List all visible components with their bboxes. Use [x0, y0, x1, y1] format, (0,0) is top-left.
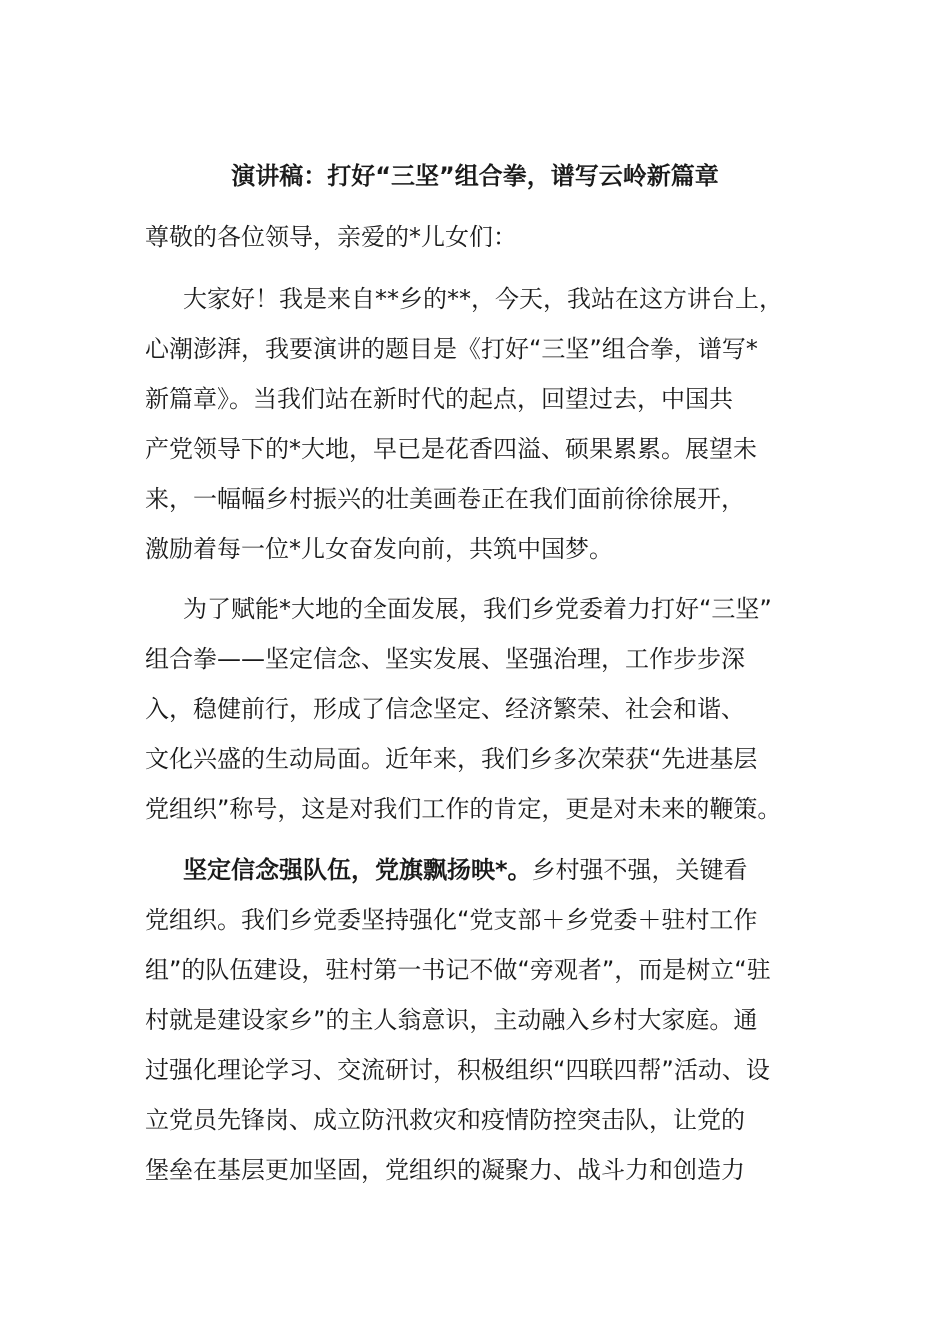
paragraph-line: 堡垒在基层更加坚固，党组织的凝聚力、战斗力和创造力 [145, 1156, 745, 1184]
paragraph-line: 组”的队伍建设，驻村第一书记不做“旁观者”，而是树立“驻 [145, 956, 771, 984]
paragraph-first-line [145, 845, 835, 895]
paragraph-line: 来，一幅幅乡村振兴的壮美画卷正在我们面前徐徐展开， [145, 485, 745, 513]
paragraph-line: 新篇章》。当我们站在新时代的起点，回望过去，中国共 [145, 385, 733, 413]
paragraph-line: 组合拳——坚定信念、坚实发展、坚强治理，工作步步深 [145, 645, 745, 673]
paragraph-line: 心潮澎湃，我要演讲的题目是《打好“三坚”组合拳，谱写* [145, 335, 758, 363]
paragraph-line: 过强化理论学习、交流研讨，积极组织“四联四帮”活动、设 [145, 1056, 770, 1084]
paragraph-san-jian [145, 584, 835, 834]
paragraph-line: 为了赋能*大地的全面发展，我们乡党委着力打好“三坚” [183, 595, 772, 623]
paragraph-faith [145, 845, 835, 1195]
salutation: 尊敬的各位领导，亲爱的*儿女们： [145, 223, 517, 251]
paragraph-line: 大家好！我是来自**乡的**，今天，我站在这方讲台上， [183, 285, 783, 313]
paragraph-line: 党组织。我们乡党委坚持强化“党支部＋乡党委＋驻村工作 [145, 906, 758, 934]
paragraph-line: 激励着每一位*儿女奋发向前，共筑中国梦。 [145, 535, 613, 563]
paragraph-line: 村就是建设家乡”的主人翁意识，主动融入乡村大家庭。通 [145, 1006, 758, 1034]
paragraph-line: 文化兴盛的生动局面。近年来，我们乡多次荣获“先进基层 [145, 745, 758, 773]
paragraph-line: 党组织”称号，这是对我们工作的肯定，更是对未来的鞭策。 [145, 795, 782, 823]
paragraph-text: 乡村强不强，关键看 [531, 856, 748, 884]
section-heading: 坚定信念强队伍，党旗飘扬映*。 [183, 856, 532, 884]
paragraph-line: 入，稳健前行，形成了信念坚定、经济繁荣、社会和谐、 [145, 695, 745, 723]
document-title: 演讲稿：打好“三坚”组合拳，谱写云岭新篇章 [231, 162, 719, 190]
paragraph-line: 产党领导下的*大地，早已是花香四溢、硕果累累。展望未 [145, 435, 757, 463]
paragraph-line: 立党员先锋岗、成立防汛救灾和疫情防控突击队，让党的 [145, 1106, 745, 1134]
paragraph-intro [145, 274, 835, 574]
